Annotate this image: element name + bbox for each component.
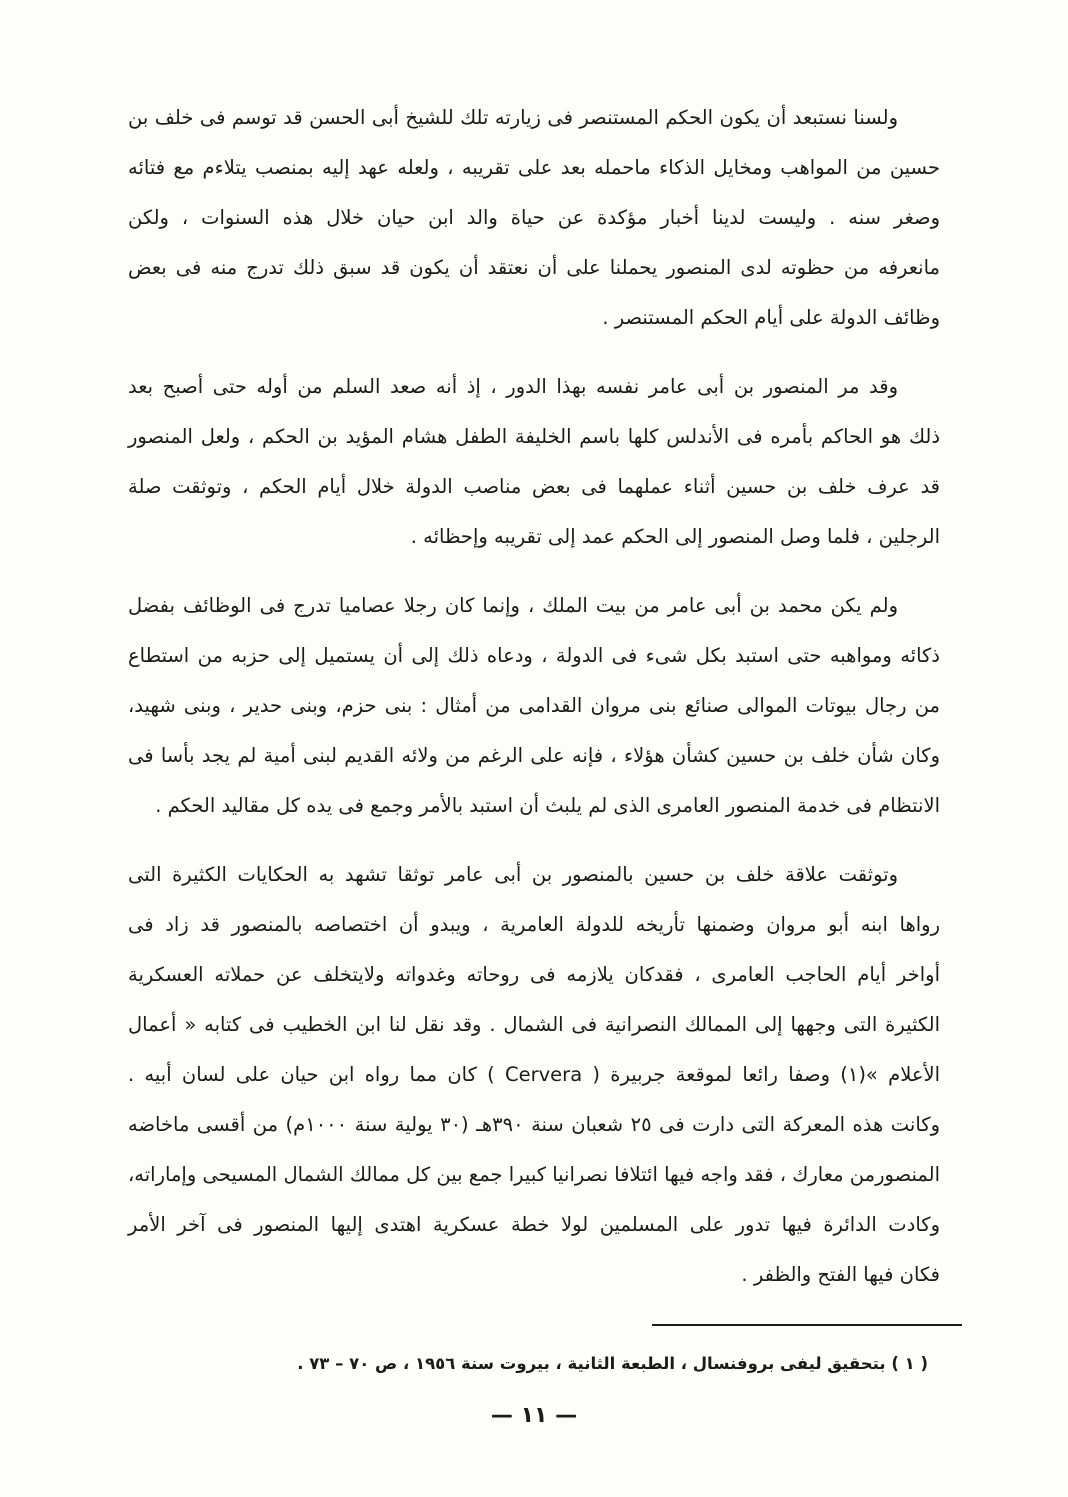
text-line: وكانت هذه المعركة التى دارت فى ٢٥ شعبان سنة ٣٩٠هـ (٣٠ يولية سنة ١٠٠٠م) من أقسى ماخاضه	[128, 1113, 940, 1136]
text-line: وظائف الدولة على أيام الحكم المستنصر .	[602, 306, 940, 329]
text-line: ولم يكن محمد بن أبى عامر من بيت الملك ، وإنما كان رجلا عصاميا تدرج فى الوظائف بفضل	[128, 594, 898, 617]
text-line: وقد مر المنصور بن أبى عامر نفسه بهذا الدور ، إذ أنه صعد السلم من أوله حتى أصبح بعد	[128, 375, 898, 398]
paragraph	[128, 362, 940, 562]
text-line: من رجال بيوتات الموالى صنائع بنى مروان القدامى من أمثال : بنى حزم، وبنى حدير ، وبنى شهيد،	[128, 694, 940, 717]
text-line: وكان شأن خلف بن حسين كشأن هؤلاء ، فإنه على الرغم من ولائه القديم لبنى أمية لم يجد بأسا فى	[128, 744, 940, 767]
footnote-separator	[652, 1324, 962, 1326]
text-line: وتوثقت علاقة خلف بن حسين بالمنصور بن أبى عامر توثقا تشهد به الحكايات الكثيرة التى	[128, 863, 898, 886]
text-line: وصغر سنه . وليست لدينا أخبار مؤكدة عن حياة والد ابن حيان خلال هذه السنوات ، ولكن	[128, 206, 940, 229]
text-line: ذلك هو الحاكم بأمره فى الأندلس كلها باسم الخليفة الطفل هشام المؤيد بن الحكم ، ولعل المنصور	[128, 425, 940, 448]
text-line: رواها ابنه أبو مروان وضمنها تأريخه للدولة العامرية ، ويبدو أن اختصاصه بالمنصور قد زاد فى	[128, 913, 940, 936]
text-line: وكادت الدائرة فيها تدور على المسلمين لولا خطة عسكرية اهتدى إليها المنصور فى آخر الأمر	[128, 1213, 940, 1236]
paragraph	[128, 581, 940, 831]
text-line: أواخر أيام الحاجب العامرى ، فقدكان يلازمه فى روحاته وغدواته ولايتخلف عن حملاته العسكرية	[128, 963, 940, 986]
text-line: المنصورمن معارك ، فقد واجه فيها ائتلافا نصرانيا كبيرا جمع بين كل ممالك الشمال المسيحى وإماراته،	[128, 1163, 940, 1186]
text-line: فكان فيها الفتح والظفر .	[741, 1263, 940, 1286]
text-line: مانعرفه من حظوته لدى المنصور يحملنا على أن نعتقد أن يكون قد سبق ذلك تدرج منه فى بعض	[128, 256, 940, 279]
text-line: ذكائه ومواهبه حتى استبد بكل شىء فى الدولة ، ودعاه ذلك إلى أن يستميل إلى حزبه من استطاع	[128, 644, 940, 667]
page-number: — ١١ —	[490, 1403, 578, 1428]
text-line: الانتظام فى خدمة المنصور العامرى الذى لم يلبث أن استبد بالأمر وجمع فى يده كل مقاليد الحكم .	[155, 794, 940, 817]
body-text	[128, 93, 940, 1319]
text-line: الرجلين ، فلما وصل المنصور إلى الحكم عمد إلى تقريبه وإحظائه .	[410, 525, 940, 548]
text-line: ولسنا نستبعد أن يكون الحكم المستنصر فى زيارته تلك للشيخ أبى الحسن قد توسم فى خلف بن	[128, 106, 898, 129]
paragraph	[128, 850, 940, 1300]
text-line: حسين من المواهب ومخايل الذكاء ماحمله بعد على تقريبه ، ولعله عهد إليه بمنصب يتلاءم مع فتائه	[128, 156, 940, 179]
text-line: قد عرف خلف بن حسين أثناء عملهما فى بعض مناصب الدولة خلال أيام الحكم ، وتوثقت صلة	[128, 475, 940, 498]
text-line: الأعلام »(١) وصفا رائعا لموقعة جربيرة ( Cervera ) كان مما رواه ابن حيان على لسان أبيه .	[128, 1063, 940, 1086]
paragraph	[128, 93, 940, 343]
footnote: ( ١ ) بتحقيق ليفى بروفنسال ، الطبعة الثانية ، بيروت سنة ١٩٥٦ ، ص ٧٠ – ٧٣ .	[297, 1354, 928, 1373]
text-line: الكثيرة التى وجهها إلى الممالك النصرانية فى الشمال . وقد نقل لنا ابن الخطيب فى كتابه « أعمال	[128, 1013, 940, 1036]
